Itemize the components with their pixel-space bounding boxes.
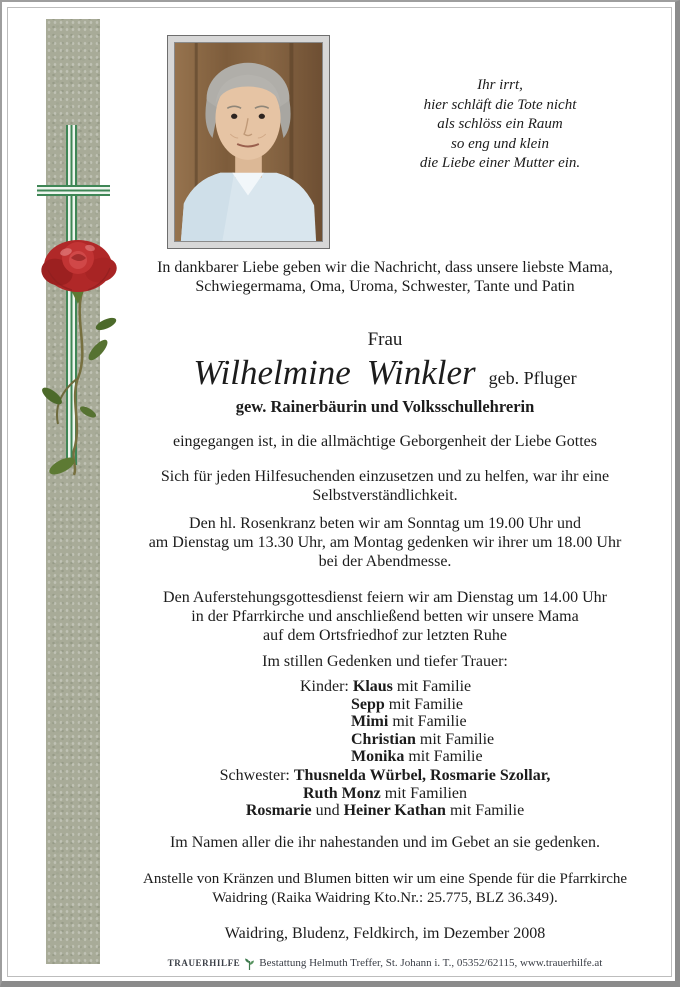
child-name: Christian <box>351 730 416 748</box>
in-the-name-line: Im Namen aller die ihr nahestanden und im Gebet an sie gedenken. <box>169 834 601 851</box>
child-suffix: mit Familie <box>384 695 464 713</box>
child-suffix: mit Familie <box>388 713 467 731</box>
poem-line: hier schläft die Tote nicht <box>423 96 577 113</box>
funeral-paragraph <box>105 588 665 645</box>
poem-line: so eng und klein <box>451 135 549 152</box>
relative-name: Heiner Kathan <box>343 802 446 820</box>
children-line <box>351 731 665 749</box>
donation-line: Waidring (Raika Waidring Kto.Nr.: 25.775, BLZ 36.349). <box>212 889 558 906</box>
sister-names: Ruth Monz <box>303 784 381 802</box>
intro-line: In dankbarer Liebe geben wir die Nachricht, dass unsere liebste Mama, <box>157 259 613 276</box>
child-name: Klaus <box>352 678 393 695</box>
child-suffix: mit Familie <box>404 748 483 766</box>
sisters-line <box>105 767 665 785</box>
relatives-suffix: mit Familie <box>445 802 525 820</box>
connector: und <box>311 802 344 820</box>
mourning-intro: Im stillen Gedenken und tiefer Trauer: <box>262 653 508 670</box>
poem-line: die Liebe einer Mutter ein. <box>419 155 581 171</box>
place-date-line: Waidring, Bludenz, Feldkirch, im Dezember 2008 <box>224 925 546 942</box>
donation-line: Anstelle von Kränzen und Blumen bitten wir um eine Spende für die Pfarrkirche <box>142 871 628 887</box>
donation-paragraph <box>105 870 665 907</box>
deceased-subtitle: gew. Rainerbäurin und Volksschullehrerin <box>235 397 535 416</box>
tribute-line: Sich für jeden Hilfesuchenden einzusetzen und zu helfen, war ihr eine <box>160 468 610 485</box>
poem-line: als schlöss ein Raum <box>437 116 563 132</box>
funeral-home-brand: TRAUERHILFE <box>167 958 241 968</box>
rosary-line: bei der Abendmesse. <box>318 553 452 570</box>
intro-line: Schwiegermama, Oma, Uroma, Schwester, Tante und Patin <box>195 278 575 295</box>
child-name: Sepp <box>351 695 385 713</box>
poem-line: Ihr irrt, <box>477 77 523 93</box>
sisters-label: Schwester: <box>219 767 294 784</box>
funeral-line: in der Pfarrkirche und anschließend betten wir unsere Mama <box>191 608 579 625</box>
portrait-photo <box>174 42 323 242</box>
children-line <box>300 678 665 696</box>
funeral-home-info: Bestattung Helmuth Treffer, St. Johann i. T., 05352/62115, www.trauerhilfe.at <box>259 957 603 969</box>
children-line <box>351 748 665 766</box>
sprout-icon <box>244 957 255 970</box>
rosary-paragraph <box>105 514 665 571</box>
child-suffix: mit Familie <box>415 730 495 748</box>
deceased-first-name: Wilhelmine <box>193 353 351 392</box>
funeral-home-footer <box>105 956 665 970</box>
funeral-line: Den Auferstehungsgottesdienst feiern wir am Dienstag um 14.00 Uhr <box>163 589 607 606</box>
children-line <box>351 696 665 714</box>
sisters-line <box>105 802 665 820</box>
rosary-line: am Dienstag um 13.30 Uhr, am Montag gedenken wir ihrer um 18.00 Uhr <box>148 534 622 551</box>
sisters-suffix: mit Familien <box>380 784 467 802</box>
deceased-name-line <box>105 350 665 403</box>
portrait-photo-frame <box>167 35 330 249</box>
child-name: Monika <box>351 748 405 766</box>
passing-line: eingegangen ist, in die allmächtige Geborgenheit der Liebe Gottes <box>172 433 597 450</box>
children-label: Kinder: <box>300 678 353 695</box>
child-name: Mimi <box>351 713 389 731</box>
child-suffix: mit Familie <box>392 678 472 695</box>
deceased-last-name: Winkler <box>366 353 476 392</box>
children-list <box>105 678 665 766</box>
sisters-list <box>105 767 665 820</box>
memorial-poem <box>395 76 605 174</box>
relative-name: Rosmarie <box>245 802 312 820</box>
cross-icon <box>37 185 110 196</box>
announcement-intro <box>105 258 665 296</box>
sister-names: Thusnelda Würbel, Rosmarie Szollar, <box>293 767 551 784</box>
funeral-line: auf dem Ortsfriedhof zur letzten Ruhe <box>263 627 507 644</box>
maiden-name: geb. Pfluger <box>488 368 577 388</box>
tribute-line: Selbstverständlichkeit. <box>312 487 458 504</box>
sisters-line <box>105 785 665 803</box>
rosary-line: Den hl. Rosenkranz beten wir am Sonntag um 19.00 Uhr und <box>189 515 581 532</box>
tribute-paragraph <box>105 467 665 505</box>
children-line <box>351 713 665 731</box>
salutation: Frau <box>367 329 403 350</box>
